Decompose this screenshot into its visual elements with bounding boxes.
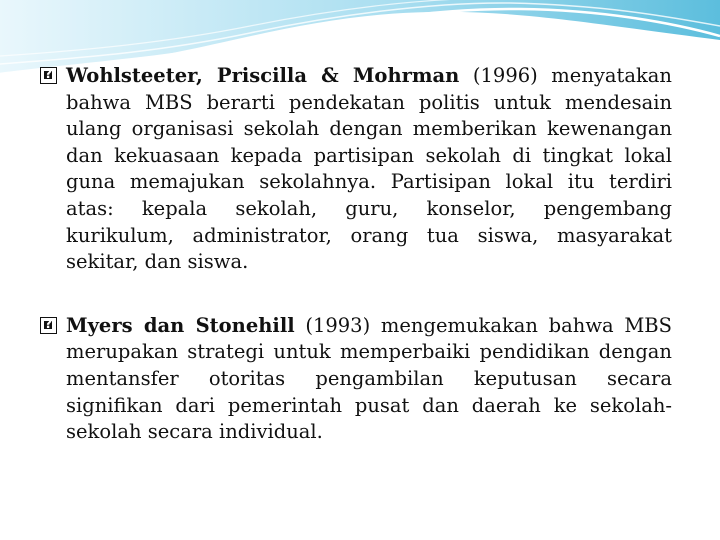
missing-glyph-bullet-icon	[40, 67, 57, 84]
bullet-paragraph-1	[40, 63, 672, 276]
paragraph-2-authors: Myers dan Stonehill	[66, 313, 295, 337]
paragraph-2-text: (1993) mengemukakan bahwa MBS merupakan strategi untuk memperbaiki pendidikan dengan mentansfer otoritas pengambilan keputusan secara signifikan dari pemerintah pusat dan daerah ke sekolah-sekolah secara individual.	[66, 313, 672, 444]
missing-glyph-bullet-icon	[40, 317, 57, 334]
paragraph-1-authors: Wohlsteeter, Priscilla & Mohrman	[66, 64, 460, 87]
paragraph-1-text: (1996) menyatakan bahwa MBS berarti pendekatan politis untuk mendesain ulang organisasi sekolah dengan memberikan kewenangan dan kekuasaan kepada partisipan sekolah di tingkat lokal guna memajukan sekolahnya. Partisipan lokal itu terdiri atas: kepala sekolah, guru, konselor, pengembang kurikulum, administrator, orang tua siswa, masyarakat sekitar, dan siswa.	[66, 64, 672, 274]
bullet-paragraph-2	[40, 313, 672, 446]
slide-body	[40, 63, 672, 446]
